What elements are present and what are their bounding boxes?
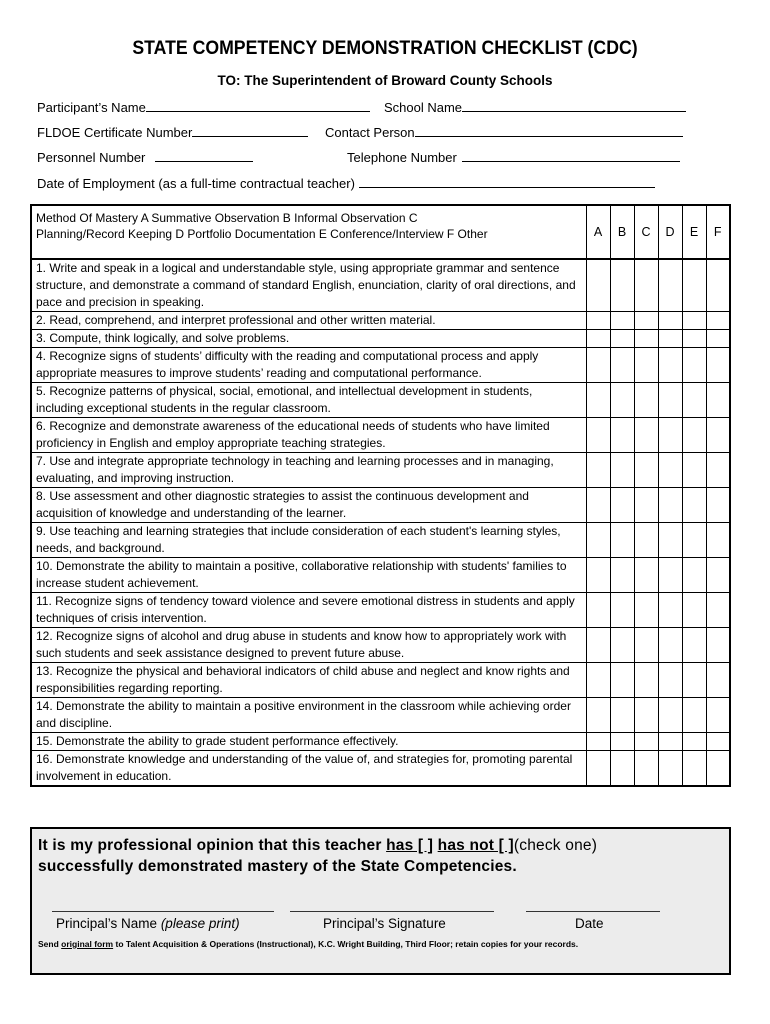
table-row [31, 733, 730, 751]
checkbox-cell-f[interactable] [706, 383, 730, 418]
has-checkbox[interactable]: has [ ] [386, 837, 434, 854]
checkbox-cell-b[interactable] [610, 259, 634, 312]
checkbox-cell-b[interactable] [610, 751, 634, 787]
checkbox-cell-a[interactable] [586, 259, 610, 312]
checkbox-cell-e[interactable] [682, 663, 706, 698]
column-b-header: B [610, 205, 634, 259]
table-row [31, 663, 730, 698]
competency-text: 9. Use teaching and learning strategies that include consideration of each student's learning styles, needs, and background. [31, 523, 586, 558]
checkbox-cell-f[interactable] [706, 259, 730, 312]
table-row [31, 312, 730, 330]
checkbox-cell-d[interactable] [658, 558, 682, 593]
personnel-number-label: Personnel Number [37, 150, 146, 165]
column-a-header: A [586, 205, 610, 259]
checkbox-cell-b[interactable] [610, 488, 634, 523]
checkbox-cell-f[interactable] [706, 628, 730, 663]
competency-text: 6. Recognize and demonstrate awareness of the educational needs of students who have limited proficiency in English and employ appropriate teaching strategies. [31, 418, 586, 453]
checkbox-cell-c[interactable] [634, 558, 658, 593]
checkbox-cell-a[interactable] [586, 733, 610, 751]
table-row [31, 751, 730, 787]
competency-text: 8. Use assessment and other diagnostic strategies to assist the continuous development and acquisition of knowledge and understanding of the learner. [31, 488, 586, 523]
table-row [31, 628, 730, 663]
checkbox-cell-d[interactable] [658, 488, 682, 523]
principal-name-label: Principal’s Name [56, 916, 158, 931]
checkbox-cell-c[interactable] [634, 259, 658, 312]
mastery-methods-line2: Planning/Record Keeping D Portfolio Documentation E Conference/Interview F Other [36, 227, 488, 241]
personnel-number-field[interactable] [155, 150, 253, 162]
participant-name-row [37, 100, 370, 115]
table-row [31, 523, 730, 558]
personnel-row [37, 150, 253, 165]
checkbox-cell-b[interactable] [610, 523, 634, 558]
checkbox-cell-d[interactable] [658, 418, 682, 453]
checkbox-cell-c[interactable] [634, 453, 658, 488]
checkbox-cell-c[interactable] [634, 488, 658, 523]
checkbox-cell-c[interactable] [634, 663, 658, 698]
opinion-statement [38, 835, 728, 877]
competency-text: 11. Recognize signs of tendency toward violence and severe emotional distress in students and apply techniques of crisis intervention. [31, 593, 586, 628]
checkbox-cell-f[interactable] [706, 418, 730, 453]
send-destination: to Talent Acquisition & Operations (Instructional), K.C. Wright Building, Third Floor; retain copies for your records. [115, 939, 579, 949]
checkbox-cell-e[interactable] [682, 558, 706, 593]
checkbox-cell-d[interactable] [658, 698, 682, 733]
checkbox-cell-b[interactable] [610, 593, 634, 628]
checkbox-cell-f[interactable] [706, 348, 730, 383]
please-print-note: (please print) [160, 916, 240, 931]
checkbox-cell-a[interactable] [586, 628, 610, 663]
checkbox-cell-e[interactable] [682, 628, 706, 663]
checkbox-cell-e[interactable] [682, 698, 706, 733]
competency-text: 15. Demonstrate the ability to grade student performance effectively. [31, 733, 586, 751]
competency-table [30, 204, 731, 787]
school-name-field[interactable] [462, 100, 686, 112]
checkbox-cell-f[interactable] [706, 558, 730, 593]
checkbox-cell-e[interactable] [682, 488, 706, 523]
table-row [31, 383, 730, 418]
checkbox-cell-a[interactable] [586, 348, 610, 383]
table-row [31, 453, 730, 488]
checkbox-cell-c[interactable] [634, 698, 658, 733]
form-title: STATE COMPETENCY DEMONSTRATION CHECKLIST (CDC) [132, 38, 638, 59]
check-one-label: (check one) [513, 837, 598, 854]
checkbox-cell-b[interactable] [610, 330, 634, 348]
table-header-row [31, 205, 730, 259]
checkbox-cell-e[interactable] [682, 751, 706, 787]
checkbox-cell-c[interactable] [634, 418, 658, 453]
mastery-methods-header [31, 205, 586, 259]
checkbox-cell-b[interactable] [610, 348, 634, 383]
employment-date-row [37, 176, 655, 191]
competency-text: 7. Use and integrate appropriate technology in teaching and learning processes and in managing, evaluating, and improving instruction. [31, 453, 586, 488]
checkbox-cell-d[interactable] [658, 330, 682, 348]
contact-person-field[interactable] [415, 125, 683, 137]
competency-text: 4. Recognize signs of students’ difficulty with the reading and computational process and apply appropriate measures to improve students’ reading and computational performance. [31, 348, 586, 383]
checkbox-cell-d[interactable] [658, 312, 682, 330]
checkbox-cell-d[interactable] [658, 733, 682, 751]
opinion-text-part1: It is my professional opinion that this teacher [38, 837, 382, 854]
checkbox-cell-a[interactable] [586, 698, 610, 733]
checkbox-cell-c[interactable] [634, 348, 658, 383]
checkbox-cell-d[interactable] [658, 259, 682, 312]
table-row [31, 488, 730, 523]
checkbox-cell-e[interactable] [682, 453, 706, 488]
checkbox-cell-c[interactable] [634, 330, 658, 348]
checkbox-cell-b[interactable] [610, 418, 634, 453]
table-row [31, 593, 730, 628]
checkbox-cell-d[interactable] [658, 751, 682, 787]
checkbox-cell-e[interactable] [682, 330, 706, 348]
competency-text: 16. Demonstrate knowledge and understanding of the value of, and strategies for, promoting parental involvement in education. [31, 751, 586, 787]
checkbox-cell-b[interactable] [610, 628, 634, 663]
checkbox-cell-f[interactable] [706, 453, 730, 488]
competency-text: 12. Recognize signs of alcohol and drug abuse in students and know how to appropriately work with such students and seek assistance designed to prevent future abuse. [31, 628, 586, 663]
send-instructions [38, 939, 578, 949]
send-prefix: Send [38, 939, 59, 949]
fldoe-certificate-label: FLDOE Certificate Number [37, 125, 193, 140]
checkbox-cell-c[interactable] [634, 751, 658, 787]
checkbox-cell-a[interactable] [586, 383, 610, 418]
checkbox-cell-f[interactable] [706, 698, 730, 733]
school-name-row [384, 100, 686, 115]
principal-name-line[interactable] [52, 911, 274, 912]
table-row [31, 558, 730, 593]
checkbox-cell-d[interactable] [658, 593, 682, 628]
checkbox-cell-f[interactable] [706, 593, 730, 628]
checkbox-cell-d[interactable] [658, 453, 682, 488]
checkbox-cell-e[interactable] [682, 312, 706, 330]
table-row [31, 418, 730, 453]
table-row [31, 330, 730, 348]
checkbox-cell-c[interactable] [634, 383, 658, 418]
checkbox-cell-d[interactable] [658, 523, 682, 558]
opinion-text-part2: successfully demonstrated mastery of the State Competencies. [38, 858, 517, 875]
checkbox-cell-b[interactable] [610, 312, 634, 330]
checkbox-cell-a[interactable] [586, 418, 610, 453]
checkbox-cell-e[interactable] [682, 593, 706, 628]
checkbox-cell-b[interactable] [610, 663, 634, 698]
competency-text: 1. Write and speak in a logical and understandable style, using appropriate grammar and sentence structure, and demonstrate a command of standard English, enunciation, clarity of oral directions, and pace and precision in speaking. [31, 259, 586, 312]
principal-name-caption [56, 916, 240, 931]
column-e-header: E [682, 205, 706, 259]
checkbox-cell-b[interactable] [610, 698, 634, 733]
checkbox-cell-f[interactable] [706, 663, 730, 698]
fldoe-row [37, 125, 308, 140]
checkbox-cell-d[interactable] [658, 348, 682, 383]
principal-signature-line[interactable] [290, 911, 494, 912]
checkbox-cell-f[interactable] [706, 523, 730, 558]
checkbox-cell-e[interactable] [682, 259, 706, 312]
checkbox-cell-a[interactable] [586, 453, 610, 488]
school-name-label: School Name [384, 100, 463, 115]
competency-text: 13. Recognize the physical and behavioral indicators of child abuse and neglect and know rights and responsibilities regarding reporting. [31, 663, 586, 698]
checkbox-cell-d[interactable] [658, 383, 682, 418]
checkbox-cell-f[interactable] [706, 312, 730, 330]
checkbox-cell-b[interactable] [610, 383, 634, 418]
checkbox-cell-a[interactable] [586, 488, 610, 523]
competency-text: 10. Demonstrate the ability to maintain a positive, collaborative relationship with students' families to increase student achievement. [31, 558, 586, 593]
date-line[interactable] [526, 911, 660, 912]
principal-signature-label: Principal’s Signature [323, 916, 446, 931]
original-form-text: original form [61, 939, 114, 949]
checkbox-cell-c[interactable] [634, 523, 658, 558]
checkbox-cell-c[interactable] [634, 628, 658, 663]
employment-date-field[interactable] [359, 176, 655, 188]
competency-text: 3. Compute, think logically, and solve problems. [31, 330, 586, 348]
fldoe-certificate-field[interactable] [192, 125, 308, 137]
competency-text: 5. Recognize patterns of physical, social, emotional, and intellectual development in students, including exceptional students in the regular classroom. [31, 383, 586, 418]
checkbox-cell-b[interactable] [610, 558, 634, 593]
checkbox-cell-a[interactable] [586, 330, 610, 348]
form-subtitle: TO: The Superintendent of Broward County Schools [217, 73, 553, 88]
checkbox-cell-f[interactable] [706, 751, 730, 787]
column-d-header: D [658, 205, 682, 259]
principal-opinion-box [30, 827, 731, 975]
has-not-checkbox[interactable]: has not [ ] [437, 837, 514, 854]
checkbox-cell-a[interactable] [586, 593, 610, 628]
checkbox-cell-e[interactable] [682, 383, 706, 418]
mastery-methods-line1: Method Of Mastery A Summative Observation B Informal Observation C [36, 211, 418, 225]
checkbox-cell-d[interactable] [658, 663, 682, 698]
table-row [31, 348, 730, 383]
table-row [31, 698, 730, 733]
checkbox-cell-a[interactable] [586, 312, 610, 330]
checkbox-cell-c[interactable] [634, 312, 658, 330]
checkbox-cell-a[interactable] [586, 523, 610, 558]
checkbox-cell-f[interactable] [706, 330, 730, 348]
checkbox-cell-d[interactable] [658, 628, 682, 663]
telephone-row [347, 150, 680, 165]
column-c-header: C [634, 205, 658, 259]
participant-name-field[interactable] [146, 100, 370, 112]
competency-text: 2. Read, comprehend, and interpret professional and other written material. [31, 312, 586, 330]
employment-date-label: Date of Employment (as a full-time contractual teacher) [37, 176, 355, 191]
contact-person-label: Contact Person [325, 125, 415, 140]
checkbox-cell-c[interactable] [634, 733, 658, 751]
table-row [31, 259, 730, 312]
checkbox-cell-f[interactable] [706, 488, 730, 523]
date-label: Date [575, 916, 604, 931]
checkbox-cell-e[interactable] [682, 523, 706, 558]
competency-text: 14. Demonstrate the ability to maintain a positive environment in the classroom while achieving order and discipline. [31, 698, 586, 733]
telephone-number-label: Telephone Number [347, 150, 457, 165]
checkbox-cell-a[interactable] [586, 558, 610, 593]
checkbox-cell-a[interactable] [586, 663, 610, 698]
column-f-header: F [706, 205, 730, 259]
checkbox-cell-a[interactable] [586, 751, 610, 787]
checkbox-cell-e[interactable] [682, 418, 706, 453]
checkbox-cell-c[interactable] [634, 593, 658, 628]
contact-person-row [325, 125, 683, 140]
checkbox-cell-e[interactable] [682, 733, 706, 751]
participant-name-label: Participant’s Name [37, 100, 146, 115]
checkbox-cell-b[interactable] [610, 453, 634, 488]
checkbox-cell-b[interactable] [610, 733, 634, 751]
checkbox-cell-f[interactable] [706, 733, 730, 751]
telephone-number-field[interactable] [462, 150, 680, 162]
checkbox-cell-e[interactable] [682, 348, 706, 383]
